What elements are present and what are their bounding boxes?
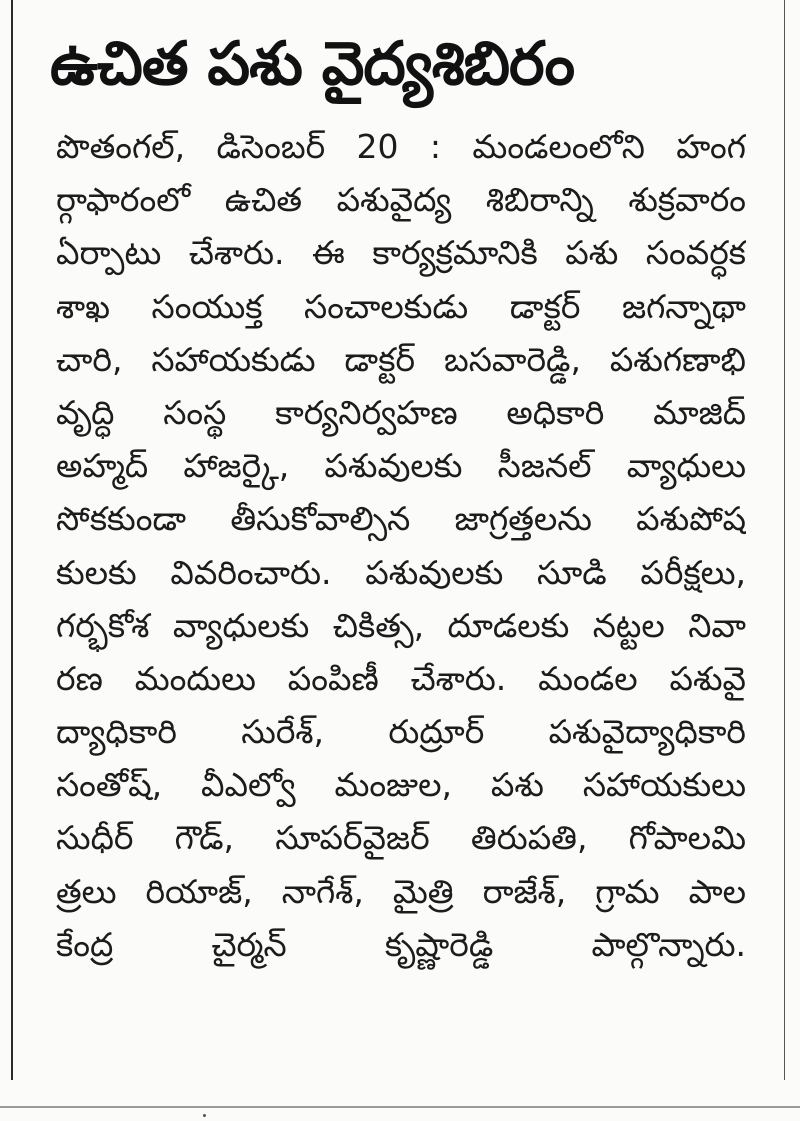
article-headline: ఉచిత పశు వైద్యశిబిరం — [50, 29, 575, 99]
column-rule-left — [11, 0, 13, 1080]
article-line: గర్భకోశ వ్యాధులకు చికిత్స, దూడలకు నట్టల నివా — [56, 605, 746, 645]
article-line: శాఖ సంయుక్త సంచాలకుడు డాక్టర్ జగన్నాథా — [56, 286, 746, 326]
print-speck — [203, 1114, 206, 1117]
article-line: రణ మందులు పంపిణీ చేశారు. మండల పశువై — [56, 658, 746, 698]
article-line: ర్గాఫారంలో ఉచిత పశువైద్య శిబిరాన్ని శుక్రవారం — [56, 180, 746, 220]
article-line: ద్యాధికారి సురేశ్, రుద్రూర్ పశువైద్యాధికారి — [56, 712, 746, 752]
article-line: చారి, సహాయకుడు డాక్టర్ బసవారెడ్డి, పశుగణాభి — [56, 339, 746, 379]
article-line: వృద్ధి సంస్థ కార్యనిర్వహణ అధికారి మాజిద్ — [56, 392, 746, 432]
article-line: పొతంగల్, డిసెంబర్ 20 : మండలంలోని హంగ — [56, 127, 746, 166]
article-line: సోకకుండా తీసుకోవాల్సిన జాగ్రత్తలను పశుపోష — [56, 499, 746, 539]
article-line: అహ్మద్ హాజర్కై, పశువులకు సీజనల్ వ్యాధులు — [56, 446, 746, 486]
article-line: కులకు వివరించారు. పశువులకు సూడి పరీక్షలు, — [56, 552, 746, 592]
article-line: కేంద్ర చైర్మన్ కృష్ణారెడ్డి పాల్గొన్నారు. — [56, 924, 746, 964]
article-line: ఏర్పాటు చేశారు. ఈ కార్యక్రమానికి పశు సంవర్ధక — [56, 233, 746, 273]
clipping-bottom-rule — [0, 1106, 800, 1108]
article-body — [56, 120, 746, 971]
article-line: సుధీర్ గౌడ్, సూపర్‌వైజర్ తిరుపతి, గోపాలమి — [56, 818, 746, 858]
article-line: సంతోష్, వీఎల్వో మంజుల, పశు సహాయకులు — [56, 765, 746, 805]
column-rule-right — [784, 0, 785, 1080]
article-line: త్రలు రియాజ్, నాగేశ్, మైత్రి రాజేశ్, గ్రామ పాల — [56, 871, 746, 911]
